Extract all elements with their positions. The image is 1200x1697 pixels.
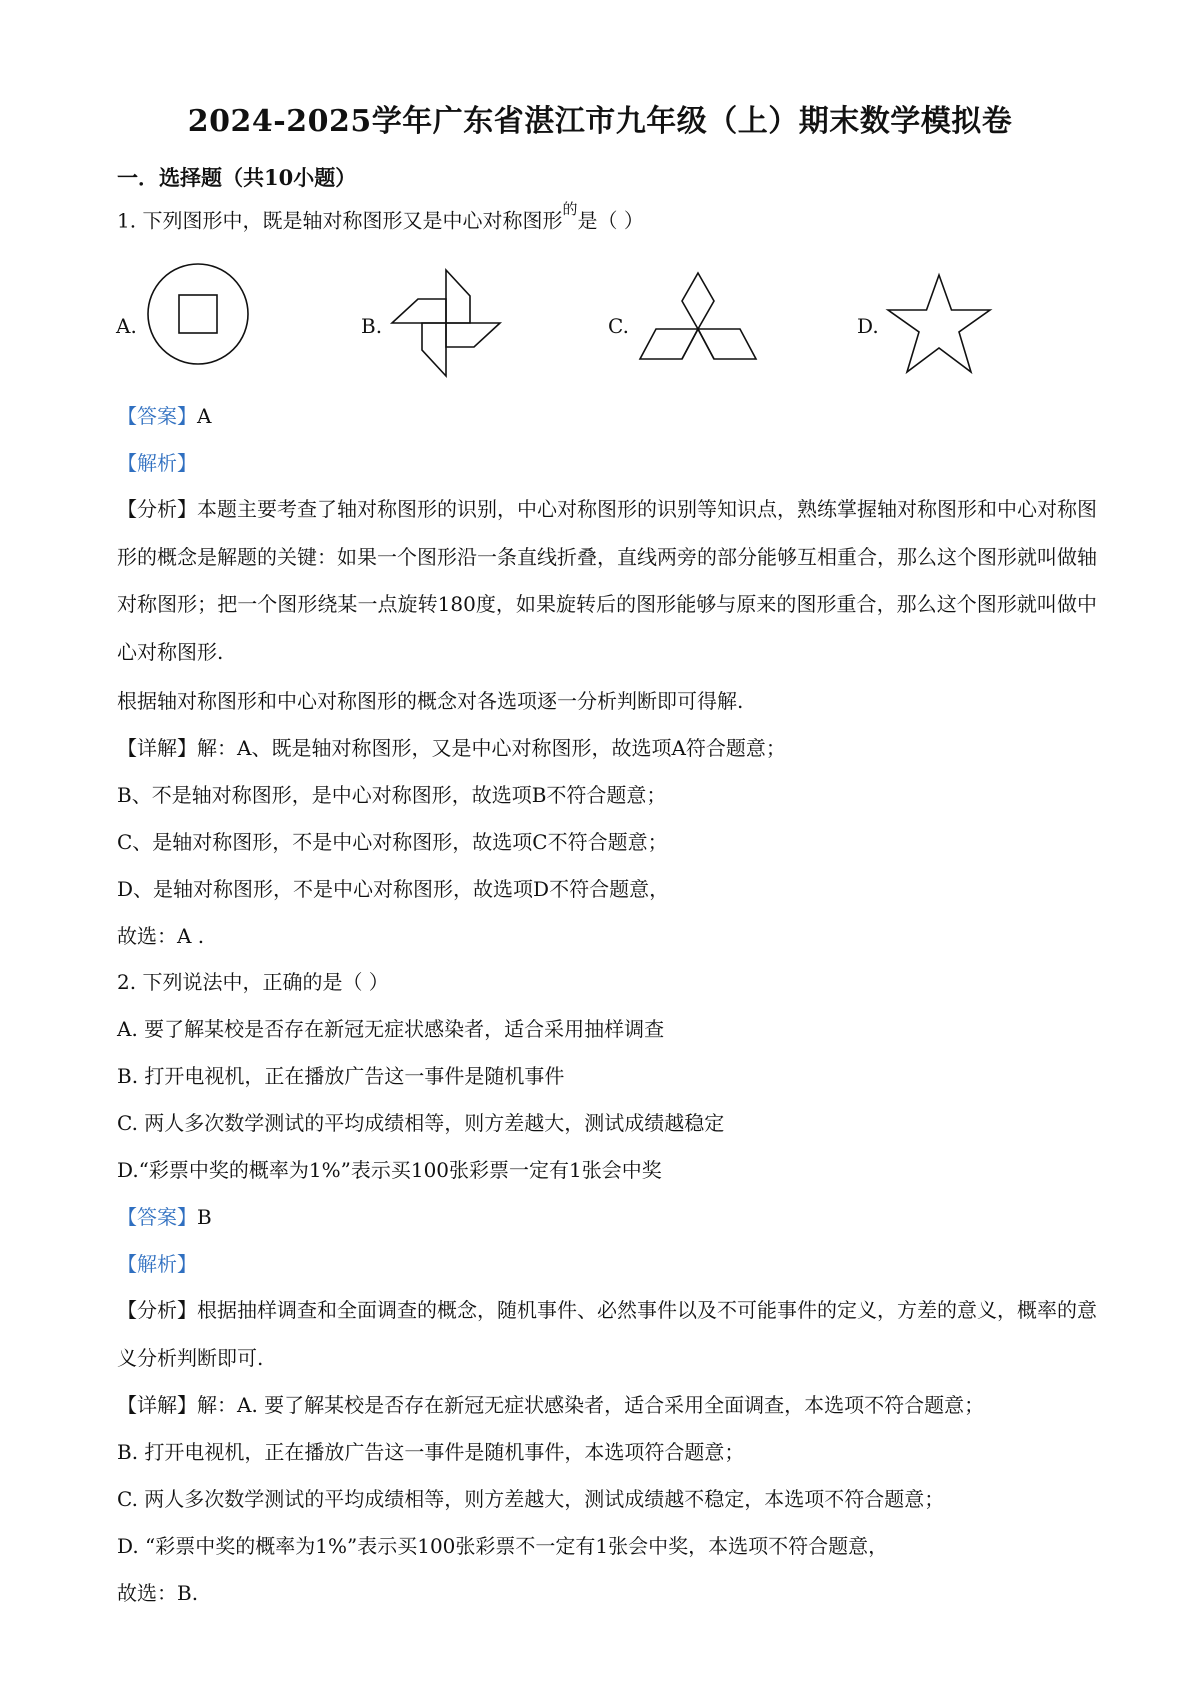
q2-detail-line-5: 故选：B. bbox=[117, 1581, 199, 1605]
q1-detail-text: 解：A、既是轴对称图形，又是中心对称图形，故选项A符合题意； bbox=[197, 736, 786, 760]
q1-stem bbox=[117, 201, 644, 235]
q2-detail-line-1 bbox=[117, 1391, 984, 1419]
q1-detail-line-3: C、是轴对称图形，不是中心对称图形，故选项C不符合题意； bbox=[117, 830, 668, 854]
section-heading: 一．选择题（共10小题） bbox=[117, 165, 357, 190]
q1-answer-tag: 【答案】 bbox=[117, 404, 197, 428]
q1-option-c-label: C. bbox=[608, 314, 629, 338]
q1-stem-sup: 的 bbox=[562, 200, 578, 218]
q1-option-a-label: A. bbox=[116, 314, 137, 338]
circle-square-figure bbox=[146, 262, 250, 366]
q2-fenxi-text: 根据抽样调查和全面调查的概念，随机事件、必然事件以及不可能事件的定义，方差的意义，概率的意义分析判断即可. bbox=[117, 1298, 1097, 1370]
q2-fenxi-tag: 【分析】 bbox=[117, 1298, 197, 1322]
q1-detail-line-4: D、是轴对称图形，不是中心对称图形，故选项D不符合题意， bbox=[117, 877, 670, 901]
q2-detail-line-4: D. “彩票中奖的概率为1%”表示买100张彩票不一定有1张会中奖，本选项不符合题意， bbox=[117, 1534, 889, 1558]
three-rhombus-figure bbox=[640, 273, 756, 375]
q2-answer-value: B bbox=[197, 1205, 212, 1229]
q1-fenxi-text: 本题主要考查了轴对称图形的识别，中心对称图形的识别等知识点，熟练掌握轴对称图形和中心对称图形的概念是解题的关键：如果一个图形沿一条直线折叠，直线两旁的部分能够互相重合，那么这个图形就叫做轴对称图形；把一个图形绕某一点旋转180度，如果旋转后的图形能够与原来的图形重合，那么这个图形就叫做中心对称图形. bbox=[117, 497, 1097, 664]
q2-detail-line-2: B. 打开电视机，正在播放广告这一事件是随机事件，本选项符合题意； bbox=[117, 1440, 745, 1464]
q2-detail-line-3: C. 两人多次数学测试的平均成绩相等，则方差越大，测试成绩越不稳定，本选项不符合题意； bbox=[117, 1487, 945, 1511]
exam-title: 2024-2025学年广东省湛江市九年级（上）期末数学模拟卷 bbox=[187, 104, 1013, 139]
pinwheel-figure bbox=[390, 270, 502, 376]
q1-fenxi-tag: 【分析】 bbox=[117, 497, 197, 521]
q2-answer bbox=[117, 1203, 212, 1231]
q1-fenxi-conclusion: 根据轴对称图形和中心对称图形的概念对各选项逐一分析判断即可得解. bbox=[117, 689, 744, 713]
star-figure bbox=[884, 275, 994, 375]
q2-option-d: D.“彩票中奖的概率为1%”表示买100张彩票一定有1张会中奖 bbox=[117, 1158, 662, 1182]
q2-analysis-tag: 【解析】 bbox=[117, 1252, 197, 1276]
q1-detail-line-5: 故选：A . bbox=[117, 924, 205, 948]
q2-answer-tag: 【答案】 bbox=[117, 1205, 197, 1229]
q1-option-d-label: D. bbox=[857, 314, 879, 338]
q2-detail-tag: 【详解】 bbox=[117, 1393, 197, 1417]
q2-detail-text: 解：A. 要了解某校是否存在新冠无症状感染者，适合采用全面调查，本选项不符合题意； bbox=[197, 1393, 985, 1417]
q1-detail-line-1 bbox=[117, 734, 786, 762]
q2-option-a: A. 要了解某校是否存在新冠无症状感染者，适合采用抽样调查 bbox=[117, 1017, 665, 1041]
q1-answer bbox=[117, 402, 211, 430]
q2-fenxi bbox=[117, 1287, 1097, 1382]
q1-answer-value: A bbox=[197, 404, 212, 428]
q1-stem-end: 是（ ） bbox=[577, 208, 644, 233]
q1-option-b-label: B. bbox=[361, 314, 383, 338]
q1-stem-text: 1. 下列图形中，既是轴对称图形又是中心对称图形 bbox=[117, 208, 563, 233]
q1-fenxi bbox=[117, 486, 1097, 676]
q2-option-b: B. 打开电视机，正在播放广告这一事件是随机事件 bbox=[117, 1064, 565, 1088]
q2-option-c: C. 两人多次数学测试的平均成绩相等，则方差越大，测试成绩越稳定 bbox=[117, 1111, 725, 1135]
q2-stem: 2. 下列说法中，正确的是（ ） bbox=[117, 970, 389, 994]
q1-detail-tag: 【详解】 bbox=[117, 736, 197, 760]
q1-detail-line-2: B、不是轴对称图形，是中心对称图形，故选项B不符合题意； bbox=[117, 783, 667, 807]
q1-analysis-tag: 【解析】 bbox=[117, 451, 197, 475]
